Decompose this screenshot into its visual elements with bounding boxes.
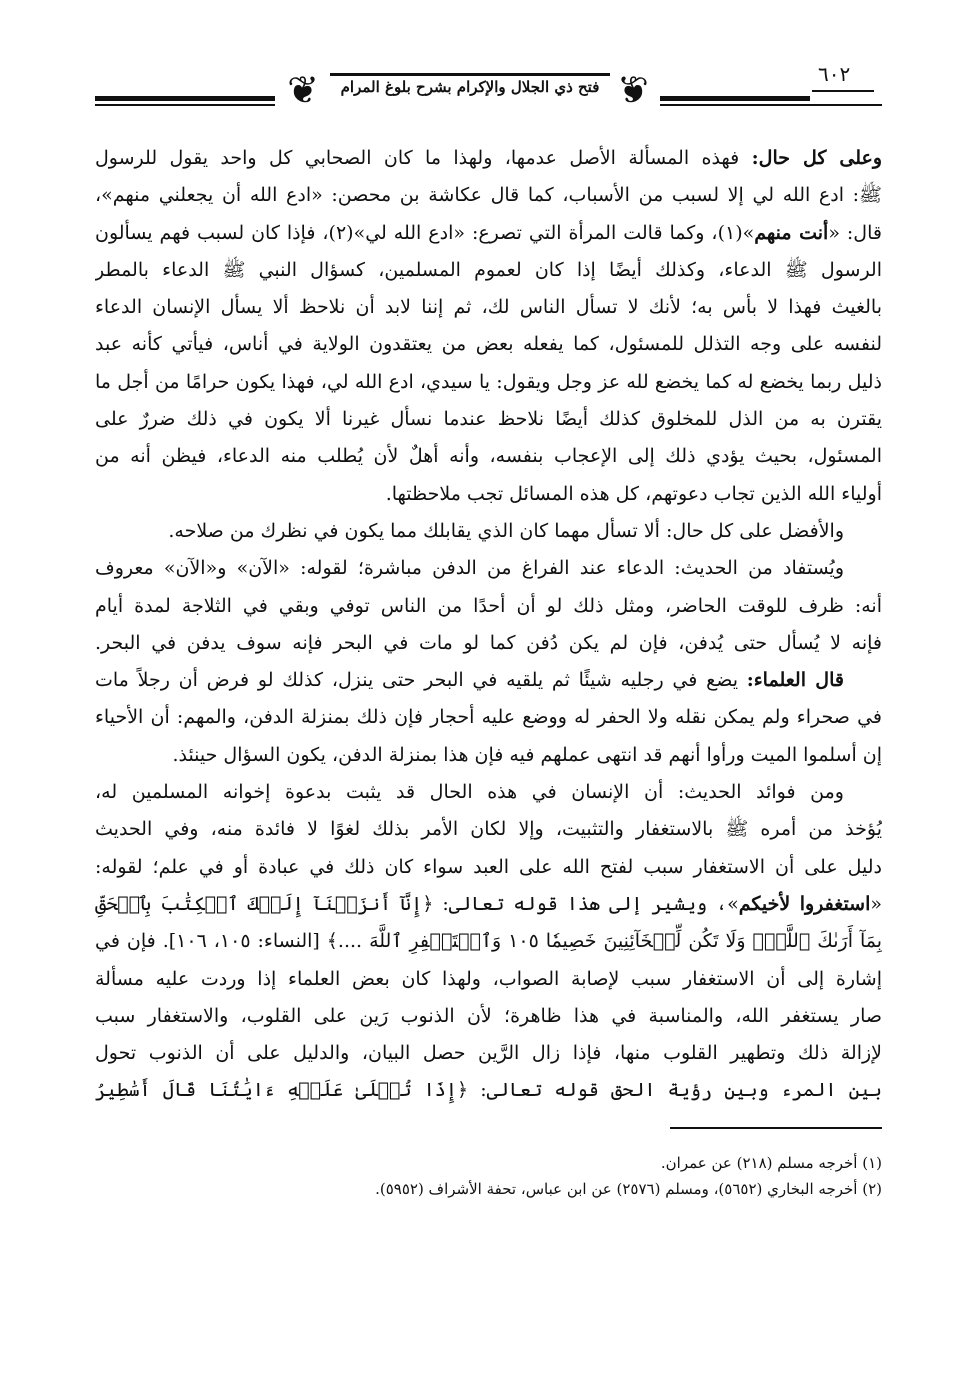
bold-text: وعلى كل حال: — [751, 147, 882, 169]
bold-text: استغفروا لأخيكم — [738, 892, 871, 915]
text-line — [95, 737, 882, 774]
text-segment: ذليل ربما يخضع له كما يخضع لله عز وجل ويقول: يا سيدي، ادع الله لي، فهذا يكون حرامًا من أجل ما — [95, 370, 882, 393]
text-line — [95, 215, 882, 252]
header-rule-left-thin — [95, 104, 275, 106]
text-segment: لنفسه على وجه التذلل للمسئول، كما يفعله بعض من يعتقدون الولاية في أناس، فيأتي كأنه عبد — [95, 333, 882, 356]
text-segment: بالغيث فهذا لا بأس به؛ لأنك لا تسأل الناس لك، ثم إننا لابد أن نلاحظ ألا يسأل الإنسان الدعاء — [95, 296, 882, 319]
ornament-right-icon: ❦ — [617, 68, 649, 112]
text-segment: أولياء الله الذين تجاب دعوتهم، كل هذه المسائل تجب ملاحظتها. — [385, 482, 882, 505]
page-number-underline — [812, 90, 874, 92]
bold-text: أنت منهم — [754, 221, 829, 244]
text-line — [95, 252, 882, 289]
text-line — [95, 438, 882, 475]
text-segment: أنه: ظرف للوقت الحاضر، ومثل ذلك لو أن أحدًا من الناس توفي وبقي في الثلاجة لمدة أيام — [95, 594, 882, 617]
header-rule-top — [330, 73, 610, 76]
text-line — [95, 513, 882, 550]
text-line — [95, 401, 882, 438]
text-segment: فهذه المسألة الأصل عدمها، ولهذا ما كان الصحابي كل واحد يقول للرسول — [95, 147, 752, 169]
text-line — [95, 699, 882, 736]
text-segment: ويُستفاد من الحديث: الدعاء عند الفراغ من الدفن مباشرة؛ لقوله: «الآن» و«الآن» معروف — [95, 557, 844, 580]
text-segment: الرسول ﷺ الدعاء، وكذلك أيضًا إذا كان لعموم المسلمين، كسؤال النبي ﷺ الدعاء بالمطر — [95, 258, 882, 281]
text-segment: فإنه لا يُسأل حتى يُدفن، فإن لم يكن دُفن كما لو مات في البحر فإنه سوف يدفن في البحر. — [95, 631, 882, 654]
text-line — [95, 998, 882, 1035]
text-segment: قال: « — [828, 221, 882, 244]
text-line — [95, 1035, 882, 1072]
text-segment: في صحراء ولم يمكن نقله ولا الحفر له ووضع عليه أحجار فإن ذلك بمنزلة الدفن، والمهم: أن الأحياء — [95, 706, 882, 729]
main-text — [95, 140, 882, 1110]
text-segment: بِمَآ أَرَىٰكَ ٱللَّهُۚ وَلَا تَكُن لِّلۡخَآئِنِينَ خَصِيمٗا ١٠٥ وَٱسۡتَغۡفِرِ ٱللَّهَ ....﴾ [النساء: ١٠٥، ١٠٦]. فإن في — [95, 930, 882, 953]
footnotes — [95, 1150, 882, 1202]
text-segment: يُؤخذ من أمره ﷺ بالاستغفار والتثبيت، وإلا لكان الأمر بذلك لغوًا لا فائدة منه، وفي الحديث — [95, 818, 882, 841]
text-line — [95, 326, 882, 363]
footnote-2: (٢) أخرجه البخاري (٥٦٥٢)، ومسلم (٢٥٧٦) عن ابن عباس، تحفة الأشراف (٥٩٥٢). — [375, 1180, 882, 1198]
text-segment: ومن فوائد الحديث: أن الإنسان في هذه الحال قد يثبت بدعوة إخوانه المسلمين له، — [95, 781, 844, 804]
text-line — [95, 364, 882, 401]
header-rule-left — [95, 96, 275, 101]
text-segment: إشارة إلى أن الاستغفار سبب لإصابة الصواب، ولهذا كان بعض العلماء إذا وردت عليه مسألة — [95, 967, 882, 990]
text-line — [95, 811, 882, 848]
text-line — [95, 662, 882, 699]
text-line — [95, 177, 882, 214]
text-line — [95, 588, 882, 625]
text-segment: يقترن به من الذل للمخلوق كذلك أيضًا نلاحظ عندما نسأل غيرنا ألا يكون في ذلك ضررٌ على — [95, 408, 882, 431]
text-line — [95, 289, 882, 326]
text-line — [95, 923, 882, 960]
text-line — [95, 625, 882, 662]
page-number: ٦٠٢ — [818, 62, 851, 86]
text-segment: »(١)، وكما قالت المرأة التي تصرع: «ادع الله لي»(٢)، فإذا كان لسبب فهم يسألون — [95, 221, 755, 244]
text-line — [95, 1072, 882, 1109]
footnote-separator — [670, 1127, 882, 1129]
header-rule-right-thin — [660, 104, 882, 106]
text-segment: ﷺ: ادع الله لي إلا لسبب من الأسباب، كما قال عكاشة بن محصن: «ادع الله أن يجعلني منهم»، — [95, 184, 882, 207]
text-line — [95, 886, 882, 923]
header-rule-right — [660, 96, 810, 101]
text-segment: صار يستغفر الله، والمناسبة في هذا ظاهرة؛ لأن الذنوب رَين على القلوب، والاستغفار سبب — [95, 1004, 882, 1027]
text-line — [95, 550, 882, 587]
text-segment: »، ويشير إلى هذا قوله تعالى: ﴿إِنَّآ أَنزَلۡنَآ إِلَيۡكَ ٱلۡكِتَٰبَ بِٱلۡحَقِّ — [95, 892, 739, 915]
text-line — [95, 140, 882, 177]
text-segment: « — [870, 892, 882, 915]
text-line — [95, 476, 882, 513]
text-segment: دليل على أن الاستغفار سبب لفتح الله على العبد سواء كان ذلك في عبادة أو في علم؛ لقوله: — [95, 855, 882, 878]
text-line — [95, 849, 882, 886]
text-line — [95, 961, 882, 998]
bold-text: قال العلماء: — [746, 669, 844, 692]
ornament-left-icon: ❦ — [287, 68, 319, 112]
text-segment: لإزالة ذلك وتطهير القلوب منها، فإذا زال الرَّين حصل البيان، والدليل على أن الذنوب تحول — [95, 1042, 882, 1065]
book-title: فتح ذي الجلال والإكرام بشرح بلوغ المرام — [340, 78, 600, 96]
text-segment: المسئول، بحيث يؤدي ذلك إلى الإعجاب بنفسه، وأنه أهلٌ لأن يُطلب منه الدعاء، فيظن أنه من — [95, 445, 882, 468]
text-line — [95, 774, 882, 811]
footnote-1: (١) أخرجه مسلم (٢١٨) عن عمران. — [660, 1154, 882, 1172]
text-segment: إن أسلموا الميت ورأوا أنهم قد انتهى عملهم فيه فإن هذا بمنزلة الدفن، يكون السؤال حينئذ. — [172, 743, 882, 766]
text-segment: بين المرء وبين رؤية الحق قوله تعالى: ﴿إِذَا تُتۡلَىٰ عَلَيۡهِ ءَايَٰتُنَا قَالَ أَسَٰطِيرُ — [95, 1079, 882, 1102]
text-segment: والأفضل على كل حال: ألا تسأل مهما كان الذي يقابلك مما يكون في نظرك من صلاحه. — [168, 519, 844, 542]
text-segment: يضع في رجليه شيئًا ثم يلقيه في البحر حتى ينزل، كذلك لو فرض أن رجلاً مات — [95, 669, 747, 692]
